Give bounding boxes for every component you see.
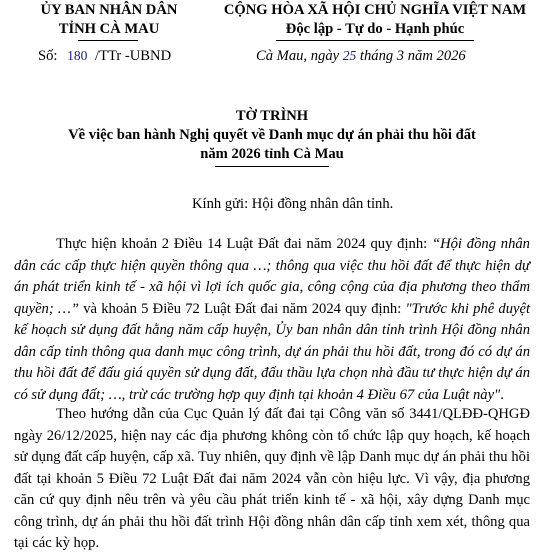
agency-underline xyxy=(78,40,138,41)
paragraph1-middle: và khoản 5 Điều 72 Luật Đất đai năm 2024 quy định: xyxy=(79,300,406,317)
paragraph1-lead: Thực hiện khoản 2 Điều 14 Luật Đất đai năm 2024 quy định: xyxy=(56,236,432,252)
body-paragraph-1 xyxy=(14,234,530,406)
national-motto-line2: Độc lập - Tự do - Hạnh phúc xyxy=(285,21,465,37)
doc-number-label: Số: xyxy=(38,48,58,64)
document-subject-line2: năm 2026 tỉnh Cà Mau xyxy=(200,146,344,162)
date-suffix: tháng 3 năm 2026 xyxy=(359,48,466,64)
date-place xyxy=(256,48,466,65)
document-type-title: TỜ TRÌNH xyxy=(235,108,309,124)
doc-number-value: 180 xyxy=(67,48,88,63)
paragraph2-text: Theo hướng dẫn của Cục Quản lý đất đai tại Công văn số 3441/QLĐĐ-QHGĐ ngày 26/12/2025, hiện nay các địa phương không còn tổ chức lập quy hoạch, kế hoạch sử dụng đất cấp huyện, cấp xã. Tuy nhiên, quy định về lập Danh mục dự án phải thu hồi đất tại khoản 5 Điều 72 Luật Đất đai năm 2024 vẫn còn hiệu lực. Vì vậy, địa phương căn cứ quy định nêu trên và yêu cầu phát triển kinh tế - xã hội, xây dựng Danh mục công trình, dự án phải thu hồi đất trình Hội đồng nhân dân cấp tỉnh xem xét, thông qua tại các kỳ họp. xyxy=(14,406,530,551)
body-paragraph-2 xyxy=(14,404,530,555)
document-number xyxy=(38,48,171,65)
date-prefix: Cà Mau, ngày xyxy=(256,48,340,64)
motto-underline xyxy=(276,40,474,41)
date-day: 25 xyxy=(342,48,357,63)
document-subject-line1: Về việc ban hành Nghị quyết về Danh mục dự án phải thu hồi đất xyxy=(68,127,476,143)
national-motto-line1: CỘNG HÒA XÃ HỘI CHỦ NGHĨA VIỆT NAM xyxy=(223,2,527,18)
issuing-agency-line1: ỦY BAN NHÂN DÂN xyxy=(40,2,178,18)
paragraph1-end: . xyxy=(500,386,504,403)
paragraph1-quote1: “Hội đồng nhân dân các cấp thực hiện quyền thông qua …; thông qua việc thu hồi đất để thực hiện dự án phát triển kinh tế - xã hội vì lợi ích quốc gia, công cộng của địa phương theo thẩm quyền; …” xyxy=(14,236,530,317)
title-underline xyxy=(215,166,329,167)
doc-number-suffix: /TTr -UBND xyxy=(95,48,172,64)
salutation: Kính gửi: Hội đồng nhân dân tỉnh. xyxy=(192,196,394,212)
paragraph1-quote2: "Trước khi phê duyệt kế hoạch sử dụng đất hằng năm cấp huyện, Ủy ban nhân dân tỉnh trình Hội đồng nhân dân cấp tỉnh thông qua danh mục công trình, dự án phải thu hồi đất, trong đó có dự án thu hồi đất để đấu giá quyền sử dụng đất, đấu thầu lựa chọn nhà đầu tư thực hiện dự án có sử dụng đất; …, trừ các trường hợp quy định tại khoản 4 Điều 67 của Luật này" xyxy=(14,300,531,403)
issuing-agency-line2: TỈNH CÀ MAU xyxy=(58,21,160,37)
